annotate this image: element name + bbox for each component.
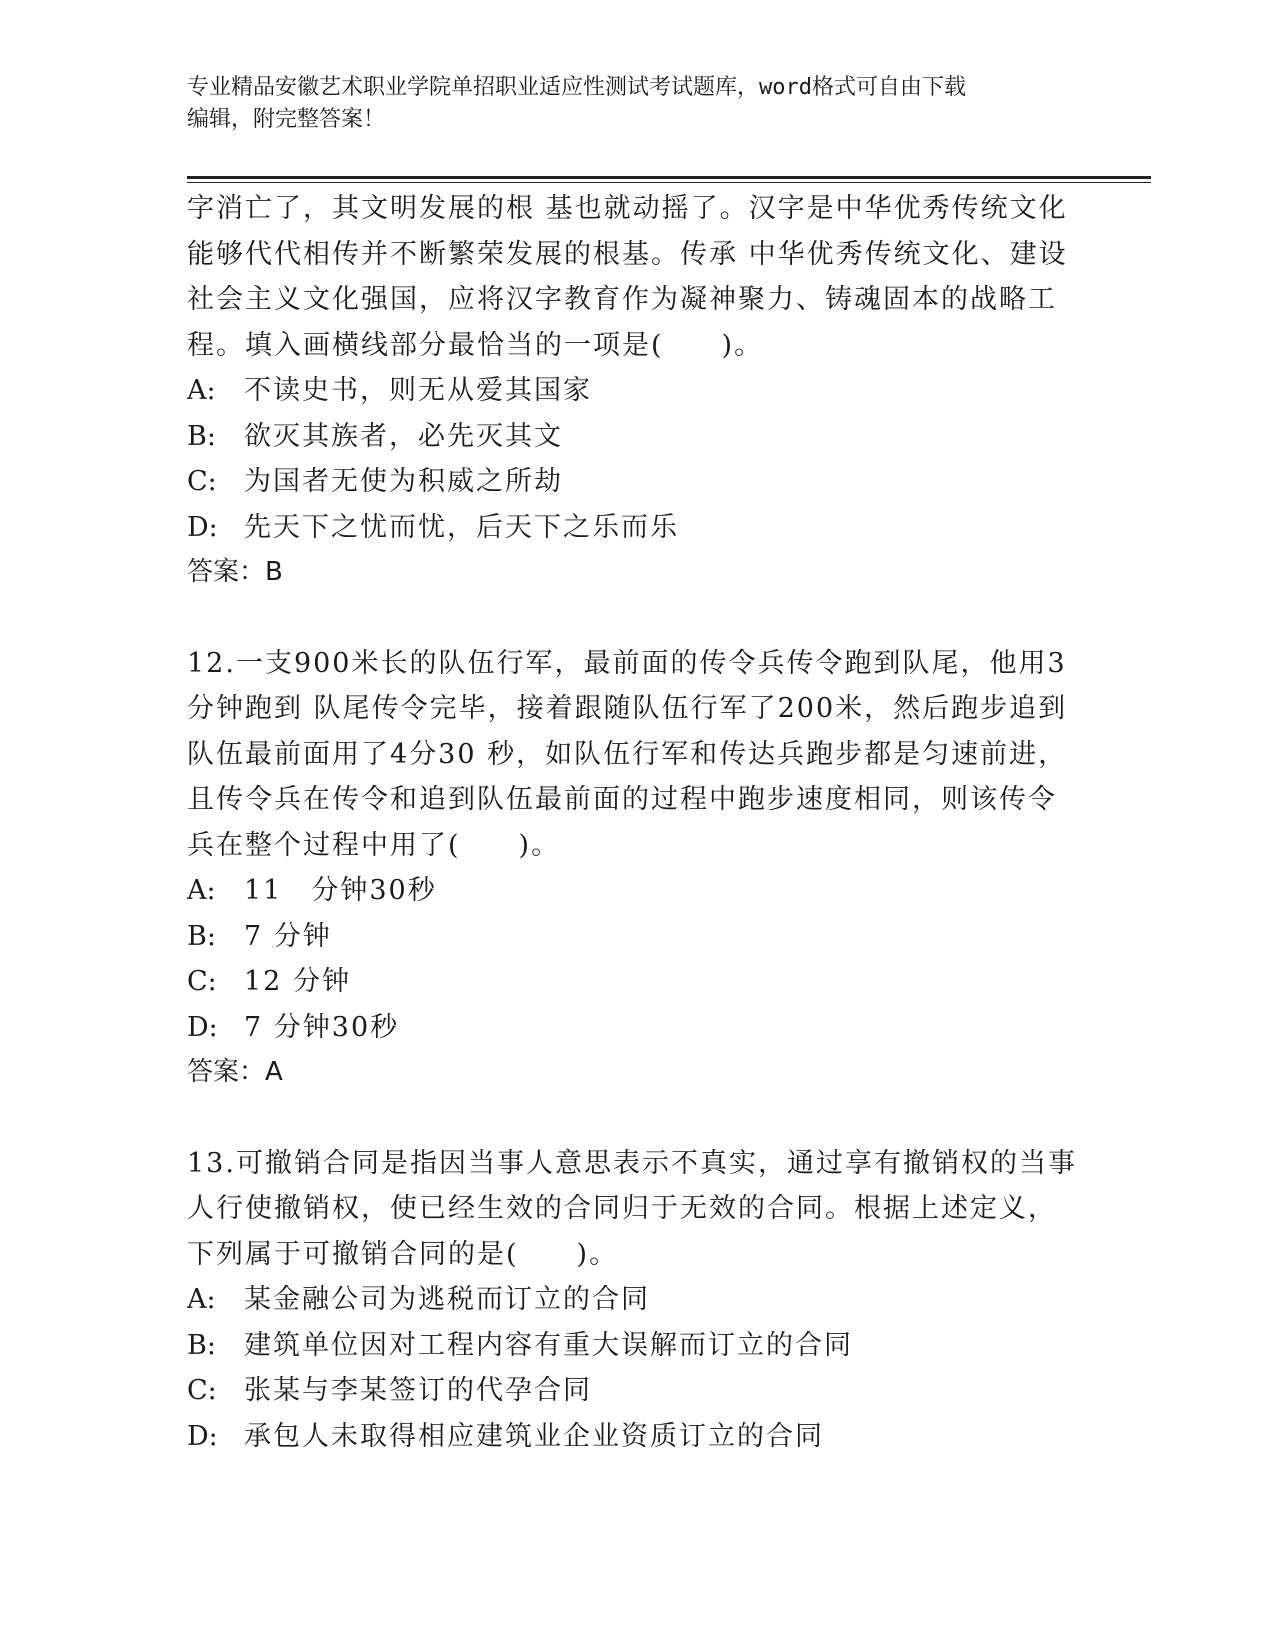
question-text-line: 且传令兵在传令和追到队伍最前面的过程中跑步速度相同，则该传令 bbox=[187, 784, 1057, 815]
question-text-line: 字消亡了，其文明发展的根 基也就动摇了。汉字是中华优秀传统文化 bbox=[187, 193, 1068, 224]
question-text-line: 队伍最前面用了4分30 秒，如队伍行军和传达兵跑步都是匀速前进， bbox=[187, 738, 1068, 770]
option-a bbox=[187, 1277, 1087, 1323]
question-11 bbox=[187, 186, 1087, 596]
option-letter: B: bbox=[187, 1329, 216, 1361]
question-text-line: 分钟跑到 队尾传令完毕，接着跟随队伍行军了200米，然后跑步追到 bbox=[187, 693, 1068, 724]
question-12 bbox=[187, 641, 1087, 1096]
question-spacer bbox=[187, 596, 1087, 641]
option-b bbox=[187, 1323, 1087, 1369]
question-text-line: 社会主义文化强国，应将汉字教育作为凝神聚力、铸魂固本的战略工 bbox=[187, 284, 1057, 315]
question-13 bbox=[187, 1141, 1087, 1460]
answer-label: 答案：A bbox=[187, 1057, 283, 1087]
option-text: 7 分钟30秒 bbox=[244, 1011, 400, 1043]
option-d bbox=[187, 1005, 1087, 1051]
option-text: 为国者无使为积威之所劫 bbox=[244, 466, 563, 497]
question-text-line: 程。填入画横线部分最恰当的一项是( )。 bbox=[187, 329, 764, 361]
option-text: 某金融公司为逃税而订立的合同 bbox=[244, 1284, 650, 1315]
header-line-1: 专业精品安徽艺术职业学院单招职业适应性测试考试题库，word格式可自由下载 bbox=[187, 75, 966, 100]
option-c bbox=[187, 459, 1087, 505]
option-letter: B: bbox=[187, 420, 216, 452]
option-c bbox=[187, 959, 1087, 1005]
header-line-2: 编辑，附完整答案！ bbox=[187, 107, 386, 132]
option-d bbox=[187, 1414, 1087, 1460]
question-spacer bbox=[187, 1096, 1087, 1141]
option-text: 欲灭其族者，必先灭其文 bbox=[244, 420, 563, 452]
option-text: 11 分钟30秒 bbox=[244, 875, 437, 906]
option-a bbox=[187, 368, 1087, 414]
page-header bbox=[187, 72, 1087, 136]
option-text: 12 分钟 bbox=[244, 966, 351, 997]
question-text-line: 下列属于可撤销合同的是( )。 bbox=[187, 1238, 619, 1270]
option-text: 7 分钟 bbox=[244, 920, 332, 952]
option-letter: D: bbox=[187, 1420, 218, 1452]
header-divider-thick bbox=[187, 176, 1151, 179]
option-letter: A: bbox=[187, 375, 216, 406]
option-text: 先天下之忧而忧，后天下之乐而乐 bbox=[244, 511, 679, 543]
question-text-line: 兵在整个过程中用了( )。 bbox=[187, 829, 561, 861]
option-letter: C: bbox=[187, 966, 217, 997]
option-text: 建筑单位因对工程内容有重大误解而订立的合同 bbox=[244, 1329, 853, 1361]
option-letter: D: bbox=[187, 1011, 218, 1043]
option-a bbox=[187, 868, 1087, 914]
header-divider-thin bbox=[187, 182, 1151, 183]
option-letter: C: bbox=[187, 466, 217, 497]
question-text-line: 能够代代相传并不断繁荣发展的根基。传承 中华优秀传统文化、建设 bbox=[187, 238, 1068, 270]
option-letter: C: bbox=[187, 1375, 217, 1406]
option-b bbox=[187, 914, 1087, 960]
document-body bbox=[187, 186, 1087, 1459]
option-c bbox=[187, 1368, 1087, 1414]
option-letter: B: bbox=[187, 920, 216, 952]
option-d bbox=[187, 505, 1087, 551]
option-text: 承包人未取得相应建筑业企业资质订立的合同 bbox=[244, 1420, 824, 1452]
option-b bbox=[187, 414, 1087, 460]
question-text-line: 人行使撤销权，使已经生效的合同归于无效的合同。根据上述定义， bbox=[187, 1193, 1057, 1224]
option-text: 张某与李某签订的代孕合同 bbox=[244, 1375, 592, 1406]
option-letter: A: bbox=[187, 875, 216, 906]
option-letter: A: bbox=[187, 1284, 216, 1315]
option-letter: D: bbox=[187, 511, 218, 543]
answer-label: 答案：B bbox=[187, 557, 283, 587]
question-text-line: 12.一支900米长的队伍行军，最前面的传令兵传令跑到队尾，他用3 bbox=[187, 647, 1067, 679]
option-text: 不读史书，则无从爱其国家 bbox=[244, 375, 592, 406]
question-text-line: 13.可撤销合同是指因当事人意思表示不真实，通过享有撤销权的当事 bbox=[187, 1147, 1077, 1179]
